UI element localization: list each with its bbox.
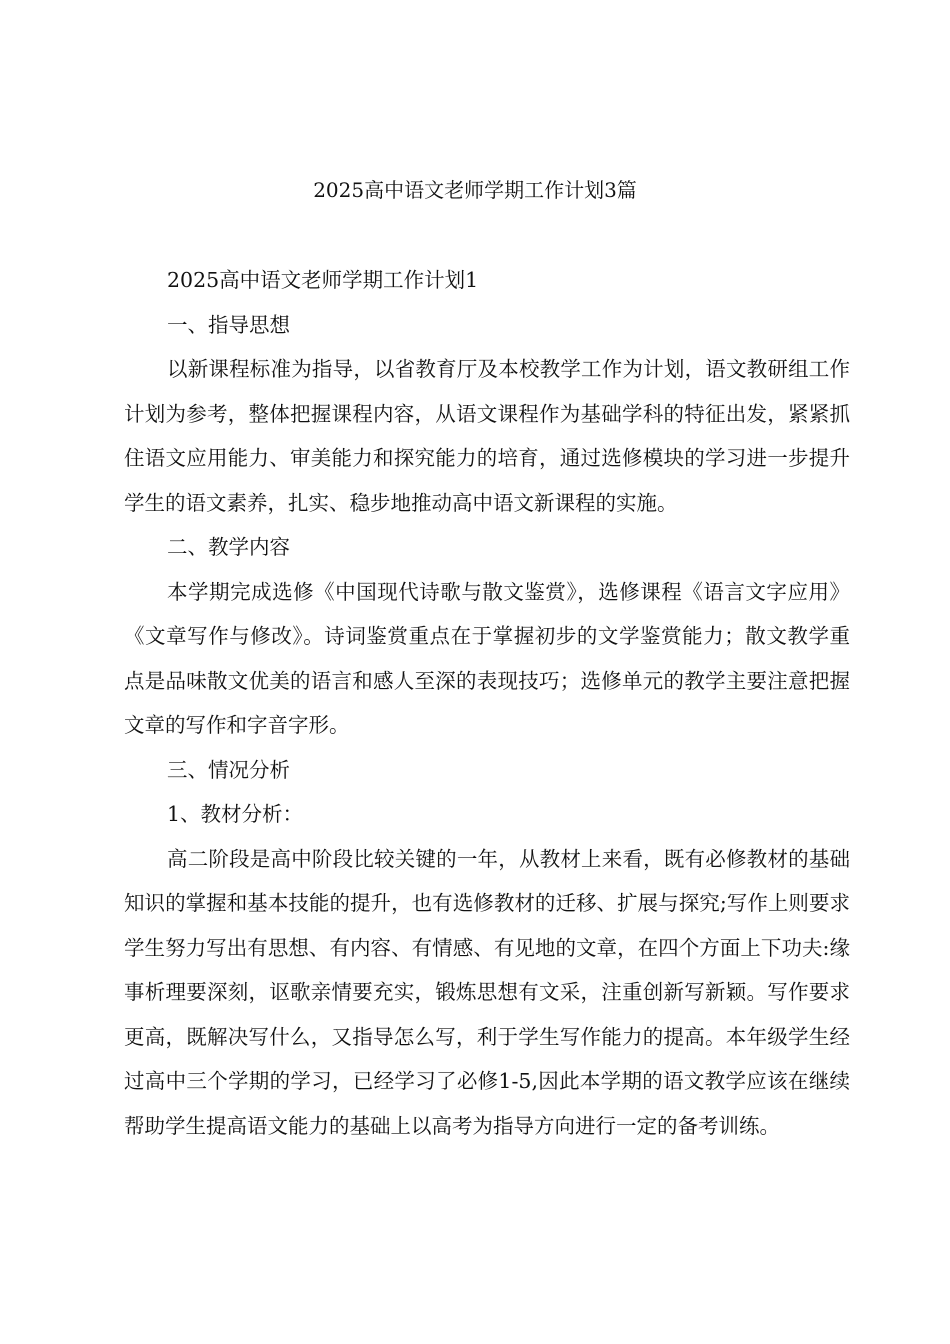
heading-textbook-analysis: 1、教材分析： bbox=[167, 802, 304, 826]
document-body bbox=[124, 258, 850, 1148]
heading-situation-analysis: 三、情况分析 bbox=[167, 757, 290, 782]
paragraph-textbook-analysis: 高二阶段是高中阶段比较关键的一年，从教材上来看，既有必修教材的基础知识的掌握和基本技能的提升，也有选修教材的迁移、扩展与探究;写作上则要求学生努力写出有思想、有内容、有情感、有见地的文章，在四个方面上下功夫:缘事析理要深刻，讴歌亲情要充实，锻炼思想有文采，注重创新写新颖。写作要求更高，既解决写什么，又指导怎么写，利于学生写作能力的提高。本年级学生经过高中三个学期的学习，已经学习了必修1-5,因此本学期的语文教学应该在继续帮助学生提高语文能力的基础上以高考为指导方向进行一定的备考训练。 bbox=[124, 846, 850, 1138]
section-heading-plan-1: 2025高中语文老师学期工作计划1 bbox=[167, 268, 479, 292]
paragraph-guiding-ideology: 以新课程标准为指导，以省教育厅及本校教学工作为计划，语文教研组工作计划为参考，整体把握课程内容，从语文课程作为基础学科的特征出发，紧紧抓住语文应用能力、审美能力和探究能力的培育，通过选修模块的学习进一步提升学生的语文素养，扎实、稳步地推动高中语文新课程的实施。 bbox=[124, 357, 850, 515]
document-title: 2025高中语文老师学期工作计划3篇 bbox=[313, 178, 637, 202]
heading-guiding-ideology: 一、指导思想 bbox=[167, 312, 290, 337]
paragraph-teaching-content: 本学期完成选修《中国现代诗歌与散文鉴赏》，选修课程《语言文字应用》《文章写作与修改》。诗词鉴赏重点在于掌握初步的文学鉴赏能力；散文教学重点是品味散文优美的语言和感人至深的表现技巧；选修单元的教学主要注意把握文章的写作和字音字形。 bbox=[124, 579, 850, 737]
heading-teaching-content: 二、教学内容 bbox=[167, 535, 290, 559]
